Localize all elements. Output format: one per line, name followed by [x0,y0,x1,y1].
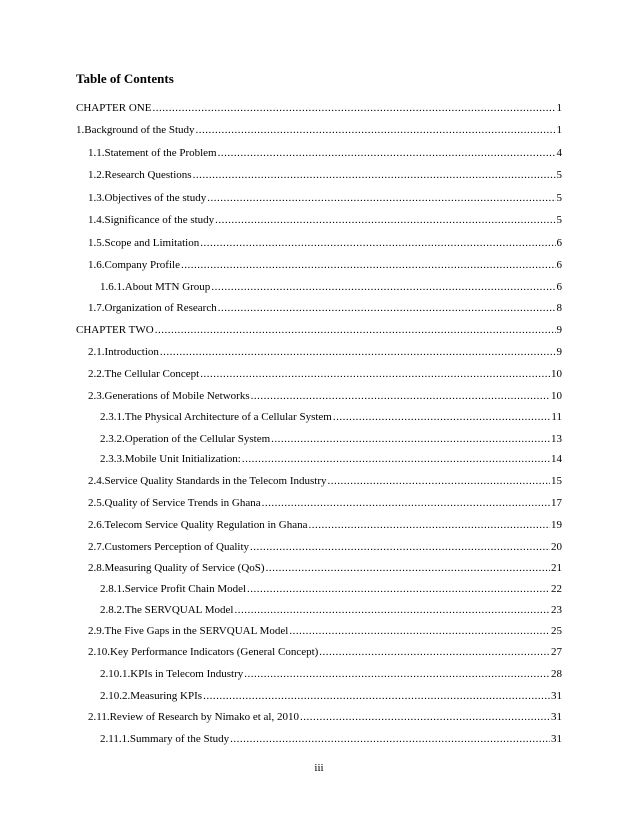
toc-title: Table of Contents [76,71,174,86]
toc-entry-title: Customers Perception of Quality [104,541,250,553]
toc-leader-dots [266,562,550,575]
toc-entry-page: 5 [556,169,562,181]
toc-entry-number: 2.7. [88,541,105,553]
toc-entry-title: CHAPTER TWO [76,324,154,336]
toc-entry-title: Measuring KPIs [130,690,203,702]
toc-entry-number: 2.10. [88,646,110,658]
toc-entry-title: Background of the Study [84,124,195,136]
toc-entry[interactable] [100,690,562,703]
toc-entry-title: Summary of the Study [129,733,230,745]
toc-entry-title: The SERVQUAL Model [124,604,234,616]
toc-leader-dots [203,690,550,703]
toc-entry[interactable] [88,475,562,488]
toc-entry-number: 2.10.2. [100,690,131,702]
toc-entry-number: 2.3.3. [100,453,125,465]
toc-entry[interactable] [100,281,562,294]
toc-leader-dots [218,147,556,160]
toc-leader-dots [333,411,551,424]
toc-entry-page: 27 [551,646,562,658]
toc-entry-title: Company Profile [104,259,180,271]
toc-entry-number: 2.8.2. [100,604,125,616]
toc-entry[interactable] [88,192,562,205]
toc-entry-title: The Physical Architecture of a Cellular System [124,411,332,423]
toc-entry-title: Operation of the Cellular System [124,433,271,445]
toc-entry-title: Significance of the study [104,214,215,226]
toc-entry-number: 2.3. [88,390,105,402]
toc-entry-page: 19 [551,519,562,531]
toc-entry-title: Review of Research by Nimako et al, 2010 [109,711,299,723]
toc-entry-page: 25 [551,625,562,637]
toc-entry-title: The Cellular Concept [104,368,200,380]
toc-entry-number: 1.3. [88,192,105,204]
toc-entry-page: 20 [551,541,562,553]
toc-entry-page: 1 [556,102,562,114]
toc-entry-page: 17 [551,497,562,509]
toc-entry[interactable] [88,625,562,638]
page-number: iii [314,762,324,774]
toc-entry-title: Mobile Unit Initialization: [124,453,241,465]
toc-entry-page: 5 [556,214,562,226]
toc-entry-page: 8 [556,302,562,314]
toc-leader-dots [308,519,550,532]
toc-entry-page: 6 [556,281,562,293]
toc-leader-dots [218,302,556,315]
toc-entry[interactable] [88,519,562,532]
toc-entry-page: 31 [551,690,562,702]
toc-entry-number: 1.6. [88,259,105,271]
toc-entry[interactable] [88,302,562,315]
toc-entry-title: Measuring Quality of Service (QoS) [104,562,265,574]
toc-entry-page: 9 [556,346,562,358]
toc-entry[interactable] [100,433,562,446]
toc-entry-page: 23 [551,604,562,616]
toc-entry-page: 4 [556,147,562,159]
toc-leader-dots [200,368,550,381]
toc-entry-page: 6 [556,259,562,271]
toc-entry-page: 22 [551,583,562,595]
toc-entry-page: 6 [556,237,562,249]
toc-entry-title: Telecom Service Quality Regulation in Ghana [104,519,308,531]
toc-leader-dots [155,324,556,337]
toc-entry-page: 10 [551,368,562,380]
toc-leader-dots [200,237,555,250]
toc-entry[interactable] [88,541,562,554]
toc-entry-page: 13 [551,433,562,445]
toc-entry-number: 2.5. [88,497,105,509]
toc-leader-dots [152,102,555,115]
toc-entry[interactable] [88,147,562,160]
toc-entry-page: 5 [556,192,562,204]
toc-entry-title: Generations of Mobile Networks [104,390,250,402]
toc-leader-dots [215,214,555,227]
toc-entry-number: 2.11.1. [100,733,130,745]
toc-entry-page: 31 [551,733,562,745]
toc-entry-page: 31 [551,711,562,723]
toc-entry-title: Key Performance Indicators (General Concept) [110,646,319,658]
toc-entry-title: The Five Gaps in the SERVQUAL Model [104,625,289,637]
toc-entry-number: 1.2. [88,169,105,181]
toc-entry-title: Objectives of the study [104,192,207,204]
toc-entry-number: 1.4. [88,214,105,226]
toc-entry-page: 10 [551,390,562,402]
toc-entry-title: Service Quality Standards in the Telecom Industry [104,475,327,487]
toc-entry[interactable] [88,562,562,575]
toc-entry[interactable] [100,453,562,466]
toc-entry-page: 11 [551,411,562,423]
toc-leader-dots [289,625,550,638]
toc-leader-dots [262,497,550,510]
toc-entry-number: 2.11. [88,711,110,723]
toc-entry-number: 1.7. [88,302,105,314]
toc-entry[interactable] [88,169,562,182]
toc-entry-number: 2.8.1. [100,583,125,595]
toc-entry[interactable] [88,646,562,659]
toc-entry-number: 1.5. [88,237,105,249]
toc-entry-number: 2.10.1. [100,668,131,680]
toc-entry[interactable] [88,237,562,250]
toc-entry[interactable] [100,583,562,596]
toc-entry-title: Statement of the Problem [104,147,217,159]
toc-entry-number: 2.9. [88,625,105,637]
toc-entry[interactable] [100,733,562,746]
toc-entry[interactable] [76,102,562,115]
toc-entry[interactable] [76,124,562,137]
toc-leader-dots [207,192,555,205]
toc-entry-title: Research Questions [104,169,192,181]
toc-leader-dots [300,711,550,724]
toc-entry[interactable] [88,390,562,403]
toc-leader-dots [160,346,556,359]
toc-leader-dots [247,583,550,596]
toc-entry-number: 1.6.1. [100,281,125,293]
toc-leader-dots [251,390,550,403]
toc-entry-number: 2.2. [88,368,105,380]
toc-entry[interactable] [100,411,562,424]
toc-leader-dots [328,475,550,488]
toc-entry-page: 14 [551,453,562,465]
toc-leader-dots [271,433,550,446]
toc-entry[interactable] [88,214,562,227]
toc-entry-number: 2.3.2. [100,433,125,445]
toc-entry-number: 1.1. [88,147,105,159]
toc-entry-title: About MTN Group [124,281,211,293]
toc-entry-number: 2.3.1. [100,411,125,423]
toc-leader-dots [211,281,555,294]
toc-entry[interactable] [100,604,562,617]
toc-entry-title: Scope and Limitation [104,237,200,249]
toc-leader-dots [181,259,556,272]
toc-entry[interactable] [88,346,562,359]
toc-leader-dots [234,604,550,617]
toc-leader-dots [244,668,550,681]
toc-entry-title: CHAPTER ONE [76,102,152,114]
toc-entry-title: KPIs in Telecom Industry [130,668,244,680]
toc-entry-number: 2.1. [88,346,105,358]
toc-entry-title: Quality of Service Trends in Ghana [104,497,261,509]
toc-entry[interactable] [76,324,562,337]
toc-leader-dots [250,541,550,554]
toc-leader-dots [230,733,550,746]
toc-entry-page: 21 [551,562,562,574]
toc-leader-dots [196,124,556,137]
toc-entry-number: 1. [76,124,85,136]
toc-entry-title: Service Profit Chain Model [124,583,247,595]
toc-entry[interactable] [88,259,562,272]
toc-entry-page: 15 [551,475,562,487]
toc-entry-number: 2.8. [88,562,105,574]
toc-entry[interactable] [88,368,562,381]
toc-entry-page: 28 [551,668,562,680]
toc-leader-dots [242,453,550,466]
toc-entry-title: Organization of Research [104,302,217,314]
toc-entry-number: 2.4. [88,475,105,487]
toc-entry[interactable] [100,668,562,681]
toc-leader-dots [319,646,550,659]
toc-entry-title: Introduction [104,346,159,358]
toc-entry-page: 1 [556,124,562,136]
toc-entry-page: 9 [556,324,562,336]
toc-entry[interactable] [88,711,562,724]
toc-entry-number: 2.6. [88,519,105,531]
toc-entry[interactable] [88,497,562,510]
toc-leader-dots [193,169,556,182]
